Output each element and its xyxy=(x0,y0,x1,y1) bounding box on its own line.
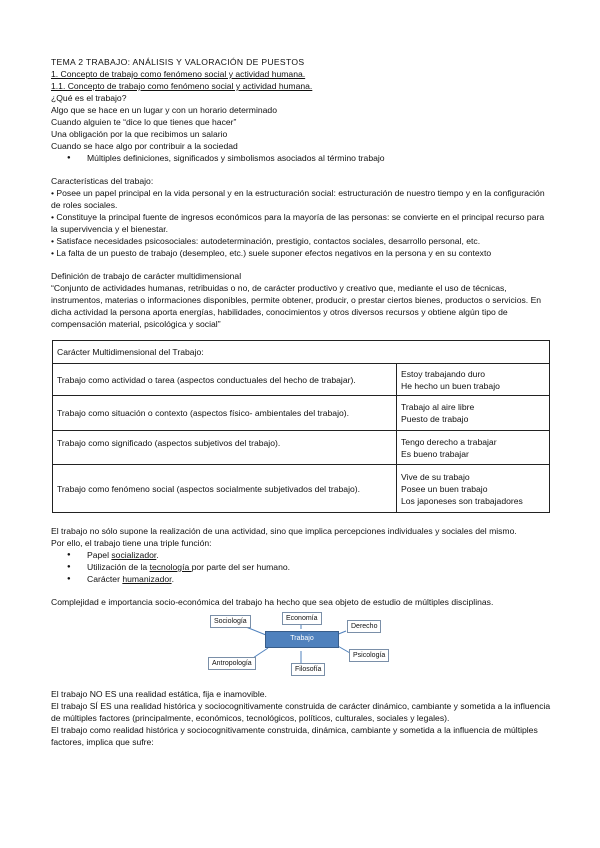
table-cell-label: Trabajo como actividad o tarea (aspectos conductuales del hecho de trabajar). xyxy=(53,364,397,396)
closing-line-2: El trabajo SÍ ES una realidad histórica y sociocognitivamente construida de carácter dinámico, cambiante y sometida a la influencia de múltiples factores (principalmente, económicos, tecnológicos, políticos, culturales, sociales y legales). xyxy=(51,701,551,723)
multidimensional-table xyxy=(52,340,550,513)
table-cell-examples xyxy=(397,465,550,513)
table-row xyxy=(53,431,550,465)
function-item: ● Carácter humanizador. xyxy=(87,573,551,585)
document-title: TEMA 2 TRABAJO: ANÁLISIS Y VALORACIÓN DE PUESTOS xyxy=(51,57,305,67)
section-heading-1: 1. Concepto de trabajo como fenómeno social y actividad humana. xyxy=(51,69,306,79)
intro-bullet: ● Múltiples definiciones, significados y simbolismos asociados al término trabajo xyxy=(87,152,551,164)
intro-question: ¿Qué es el trabajo? xyxy=(51,93,127,103)
table-cell-label: Trabajo como fenómeno social (aspectos socialmente subjetivados del trabajo). xyxy=(53,465,397,513)
example-text: Estoy trabajando duro xyxy=(401,368,486,379)
table-cell-examples xyxy=(397,364,550,396)
example-text: Tengo derecho a trabajar xyxy=(401,436,497,447)
diagram-node-filosofia: Filosofía xyxy=(291,663,325,676)
characteristic-item: • Satisface necesidades psicosociales: autodeterminación, prestigio, contactos sociales, desarrollo personal, etc. xyxy=(51,236,481,246)
complexity-text: Complejidad e importancia socio-económica del trabajo ha hecho que sea objeto de estudio de múltiples disciplinas. xyxy=(51,597,494,607)
table-row xyxy=(53,364,550,396)
example-text: Posee un buen trabajo xyxy=(401,483,488,494)
diagram-node-derecho: Derecho xyxy=(347,620,381,633)
intro-line: Una obligación por la que recibimos un salario xyxy=(51,129,228,139)
characteristics-heading: Características del trabajo: xyxy=(51,176,154,186)
table-header: Carácter Multidimensional del Trabajo: xyxy=(53,341,550,364)
section-heading-1-1: 1.1. Concepto de trabajo como fenómeno social y actividad humana. xyxy=(51,81,313,91)
function-item: ● Papel socializador. xyxy=(87,549,551,561)
closing-line-1: El trabajo NO ES una realidad estática, fija e inamovible. xyxy=(51,689,267,699)
diagram-node-economia: Economía xyxy=(282,612,322,625)
intro-line: Cuando alguien te “dice lo que tienes que hacer” xyxy=(51,117,237,127)
table-cell-examples xyxy=(397,431,550,465)
example-text: He hecho un buen trabajo xyxy=(401,380,500,391)
definition-text: “Conjunto de actividades humanas, retribuidas o no, de carácter productivo y creativo que, mediante el uso de técnicas, instrumentos, materias o informaciones disponibles, permite obtener, producir, o prestar ciertos bienes, productos o servicios. En dicha actividad la persona aporta energías, habilidades, conocimientos y otros diversos recursos y obtiene algún tipo de compensación material, psicológica y social” xyxy=(51,283,542,329)
diagram-center-node: Trabajo xyxy=(265,631,339,648)
table-cell-label: Trabajo como situación o contexto (aspectos físico- ambientales del trabajo). xyxy=(53,396,397,431)
table-cell-label: Trabajo como significado (aspectos subjetivos del trabajo). xyxy=(53,431,397,465)
example-text: Trabajo al aire libre xyxy=(401,402,475,412)
table-cell-examples xyxy=(397,396,550,431)
document-page xyxy=(51,56,551,748)
characteristic-item: • La falta de un puesto de trabajo (desempleo, etc.) suele suponer efectos negativos en la persona y en su contexto xyxy=(51,248,492,258)
function-intro: Por ello, el trabajo tiene una triple función: xyxy=(51,538,212,548)
closing-line-3: El trabajo como realidad histórica y sociocognitivamente construida, dinámica, cambiante y sometida a la influencia de múltiples factores, implica que sufre: xyxy=(51,725,538,747)
example-text: Vive de su trabajo xyxy=(401,471,470,482)
intro-line: Algo que se hace en un lugar y con un horario determinado xyxy=(51,105,277,115)
example-text: Los japoneses son trabajadores xyxy=(401,495,523,506)
diagram-node-antropologia: Antropología xyxy=(208,657,256,670)
intro-line: Cuando se hace algo por contribuir a la sociedad xyxy=(51,141,238,151)
function-item: ● Utilización de la tecnología por parte del ser humano. xyxy=(87,561,551,573)
definition-heading: Definición de trabajo de carácter multidimensional xyxy=(51,271,242,281)
diagram-node-sociologia: Sociología xyxy=(210,615,251,628)
table-row xyxy=(53,465,550,513)
diagram-node-psicologia: Psicología xyxy=(349,649,389,662)
table-row xyxy=(53,396,550,431)
characteristic-item: • Posee un papel principal en la vida personal y en la estructuración social: estructuración de nuestro tiempo y en la configuración de roles sociales. xyxy=(51,188,545,210)
example-text: Puesto de trabajo xyxy=(401,414,469,424)
function-text: El trabajo no sólo supone la realización de una actividad, sino que implica percepciones individuales y sociales del mismo. xyxy=(51,526,517,536)
function-list xyxy=(51,549,551,585)
disciplines-diagram xyxy=(208,615,398,680)
characteristic-item: • Constituye la principal fuente de ingresos económicos para la mayoría de las personas: se convierte en el principal recurso para la supervivencia y el bienestar. xyxy=(51,212,545,234)
example-text: Es bueno trabajar xyxy=(401,448,469,459)
intro-bullet-list xyxy=(51,152,551,164)
